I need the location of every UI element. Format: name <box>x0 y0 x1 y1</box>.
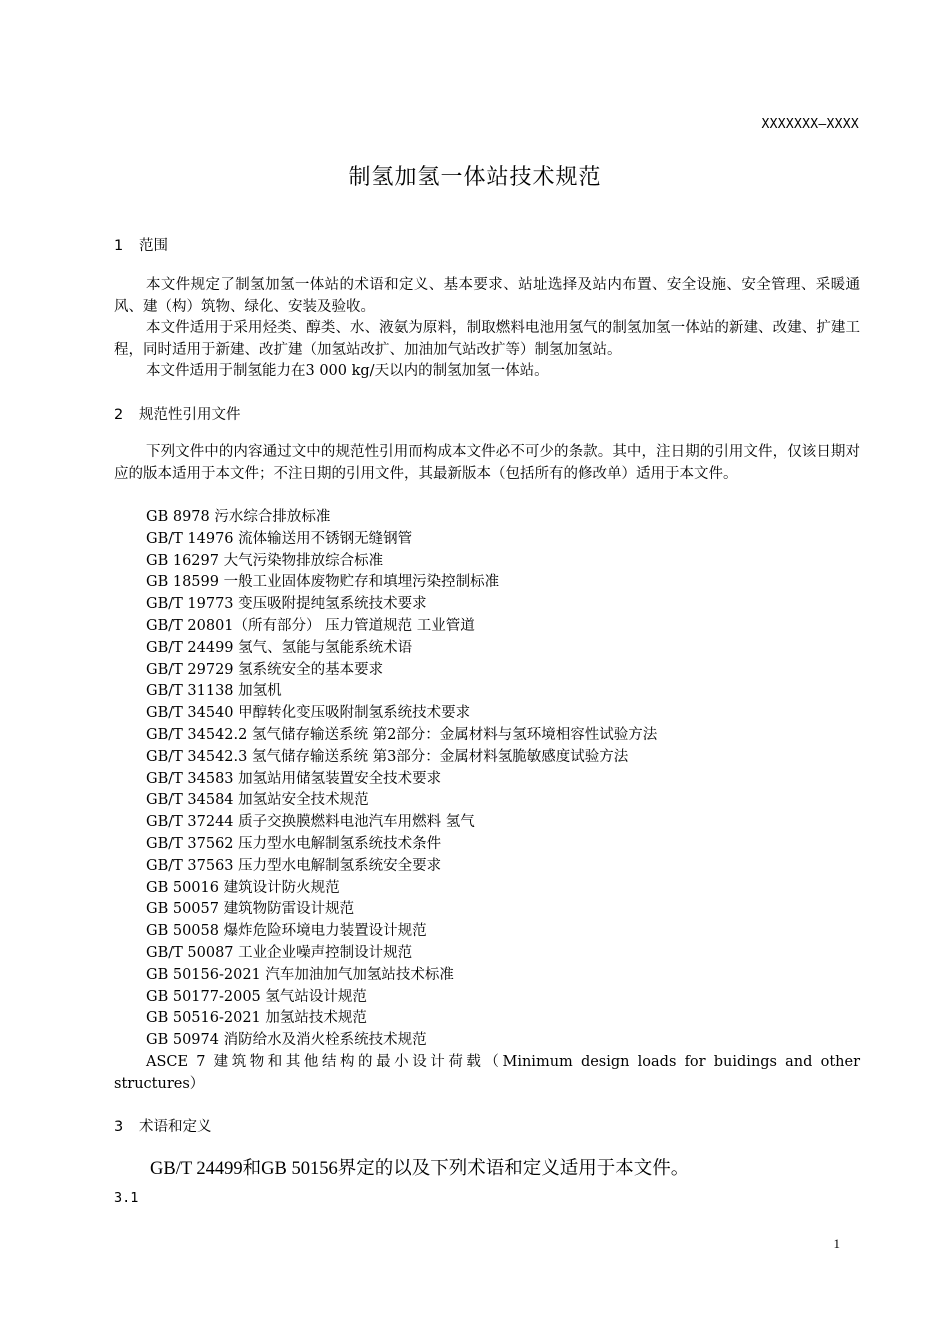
reference-item: GB 18599 一般工业固体废物贮存和填埋污染控制标准 <box>146 574 500 591</box>
scope-paragraph-1: 本文件规定了制氢加氢一体站的术语和定义、基本要求、站址选择及站内布置、安全设施、安全管理、采暖通风、建（构）筑物、绿化、安装及验收。 <box>114 277 860 315</box>
reference-item: GB/T 34584 加氢站安全技术规范 <box>146 792 369 809</box>
reference-item: GB/T 31138 加氢机 <box>146 683 282 700</box>
reference-item: GB/T 37562 压力型水电解制氢系统技术条件 <box>146 835 442 852</box>
reference-item: GB/T 34542.2 氢气储存输送系统 第2部分：金属材料与氢环境相容性试验方法 <box>146 726 658 743</box>
reference-item: GB 50156-2021 汽车加油加气加氢站技术标准 <box>146 966 454 983</box>
section-number: 3 <box>114 1119 124 1135</box>
reference-item: GB 50016 建筑设计防火规范 <box>146 879 340 896</box>
reference-item: GB/T 20801（所有部分） 压力管道规范 工业管道 <box>146 617 475 634</box>
reference-item: GB 50057 建筑物防雷设计规范 <box>146 901 355 918</box>
reference-item: GB 50516-2021 加氢站技术规范 <box>146 1010 367 1027</box>
scope-paragraph-2: 本文件适用于采用烃类、醇类、水、液氨为原料，制取燃料电池用氢气的制氢加氢一体站的新建、改建、扩建工程，同时适用于新建、改扩建（加氢站改扩、加油加气站改扩等）制氢加氢站。 <box>114 320 860 358</box>
reference-list <box>114 507 860 1096</box>
reference-item: GB 16297 大气污染物排放综合标准 <box>146 552 384 569</box>
reference-item: GB/T 24499 氢气、氢能与氢能系统术语 <box>146 639 413 656</box>
reference-item: GB/T 34540 甲醇转化变压吸附制氢系统技术要求 <box>146 705 471 722</box>
page-number: 1 <box>833 1236 840 1251</box>
section-3-heading <box>114 1115 212 1136</box>
reference-item: ASCE 7 建筑物和其他结构的最小设计荷载（Minimum design loads for buidings and other structures） <box>114 1053 860 1092</box>
reference-item: GB 50974 消防给水及消火栓系统技术规范 <box>146 1032 427 1049</box>
reference-item: GB 8978 污水综合排放标准 <box>146 509 331 525</box>
reference-item: GB/T 34583 加氢站用储氢装置安全技术要求 <box>146 770 442 787</box>
terms-intro: GB/T 24499和GB 50156界定的以及下列术语和定义适用于本文件。 <box>150 1159 690 1179</box>
reference-item: GB/T 37244 质子交换膜燃料电池汽车用燃料 氢气 <box>146 814 475 831</box>
section-title: 规范性引用文件 <box>139 407 241 423</box>
section-title: 术语和定义 <box>139 1119 212 1135</box>
section-title: 范围 <box>139 238 168 254</box>
reference-item: GB 50177-2005 氢气站设计规范 <box>146 988 367 1005</box>
section-1-heading <box>114 234 168 255</box>
section-number: 1 <box>114 238 124 254</box>
reference-item: GB/T 14976 流体输送用不锈钢无缝钢管 <box>146 530 413 547</box>
reference-item: GB/T 29729 氢系统安全的基本要求 <box>146 661 384 678</box>
normative-references-intro: 下列文件中的内容通过文中的规范性引用而构成本文件必不可少的条款。其中，注日期的引用文件，仅该日期对应的版本适用于本文件；不注日期的引用文件，其最新版本（包括所有的修改单）适用于本文件。 <box>114 444 860 482</box>
section-2-heading <box>114 403 241 424</box>
document-title: 制氢加氢一体站技术规范 <box>348 165 602 190</box>
reference-item: GB/T 37563 压力型水电解制氢系统安全要求 <box>146 857 442 874</box>
reference-item: GB 50058 爆炸危险环境电力装置设计规范 <box>146 923 427 940</box>
reference-item: GB/T 19773 变压吸附提纯氢系统技术要求 <box>146 596 427 613</box>
reference-item: GB/T 50087 工业企业噪声控制设计规范 <box>146 944 413 961</box>
scope-paragraph-3: 本文件适用于制氢能力在3 000 kg/天以内的制氢加氢一体站。 <box>146 363 549 379</box>
clause-number: 3.1 <box>114 1190 139 1206</box>
section-number: 2 <box>114 407 124 423</box>
document-code: XXXXXXX—XXXX <box>761 117 859 132</box>
reference-item: GB/T 34542.3 氢气储存输送系统 第3部分：金属材料氢脆敏感度试验方法 <box>146 748 629 765</box>
